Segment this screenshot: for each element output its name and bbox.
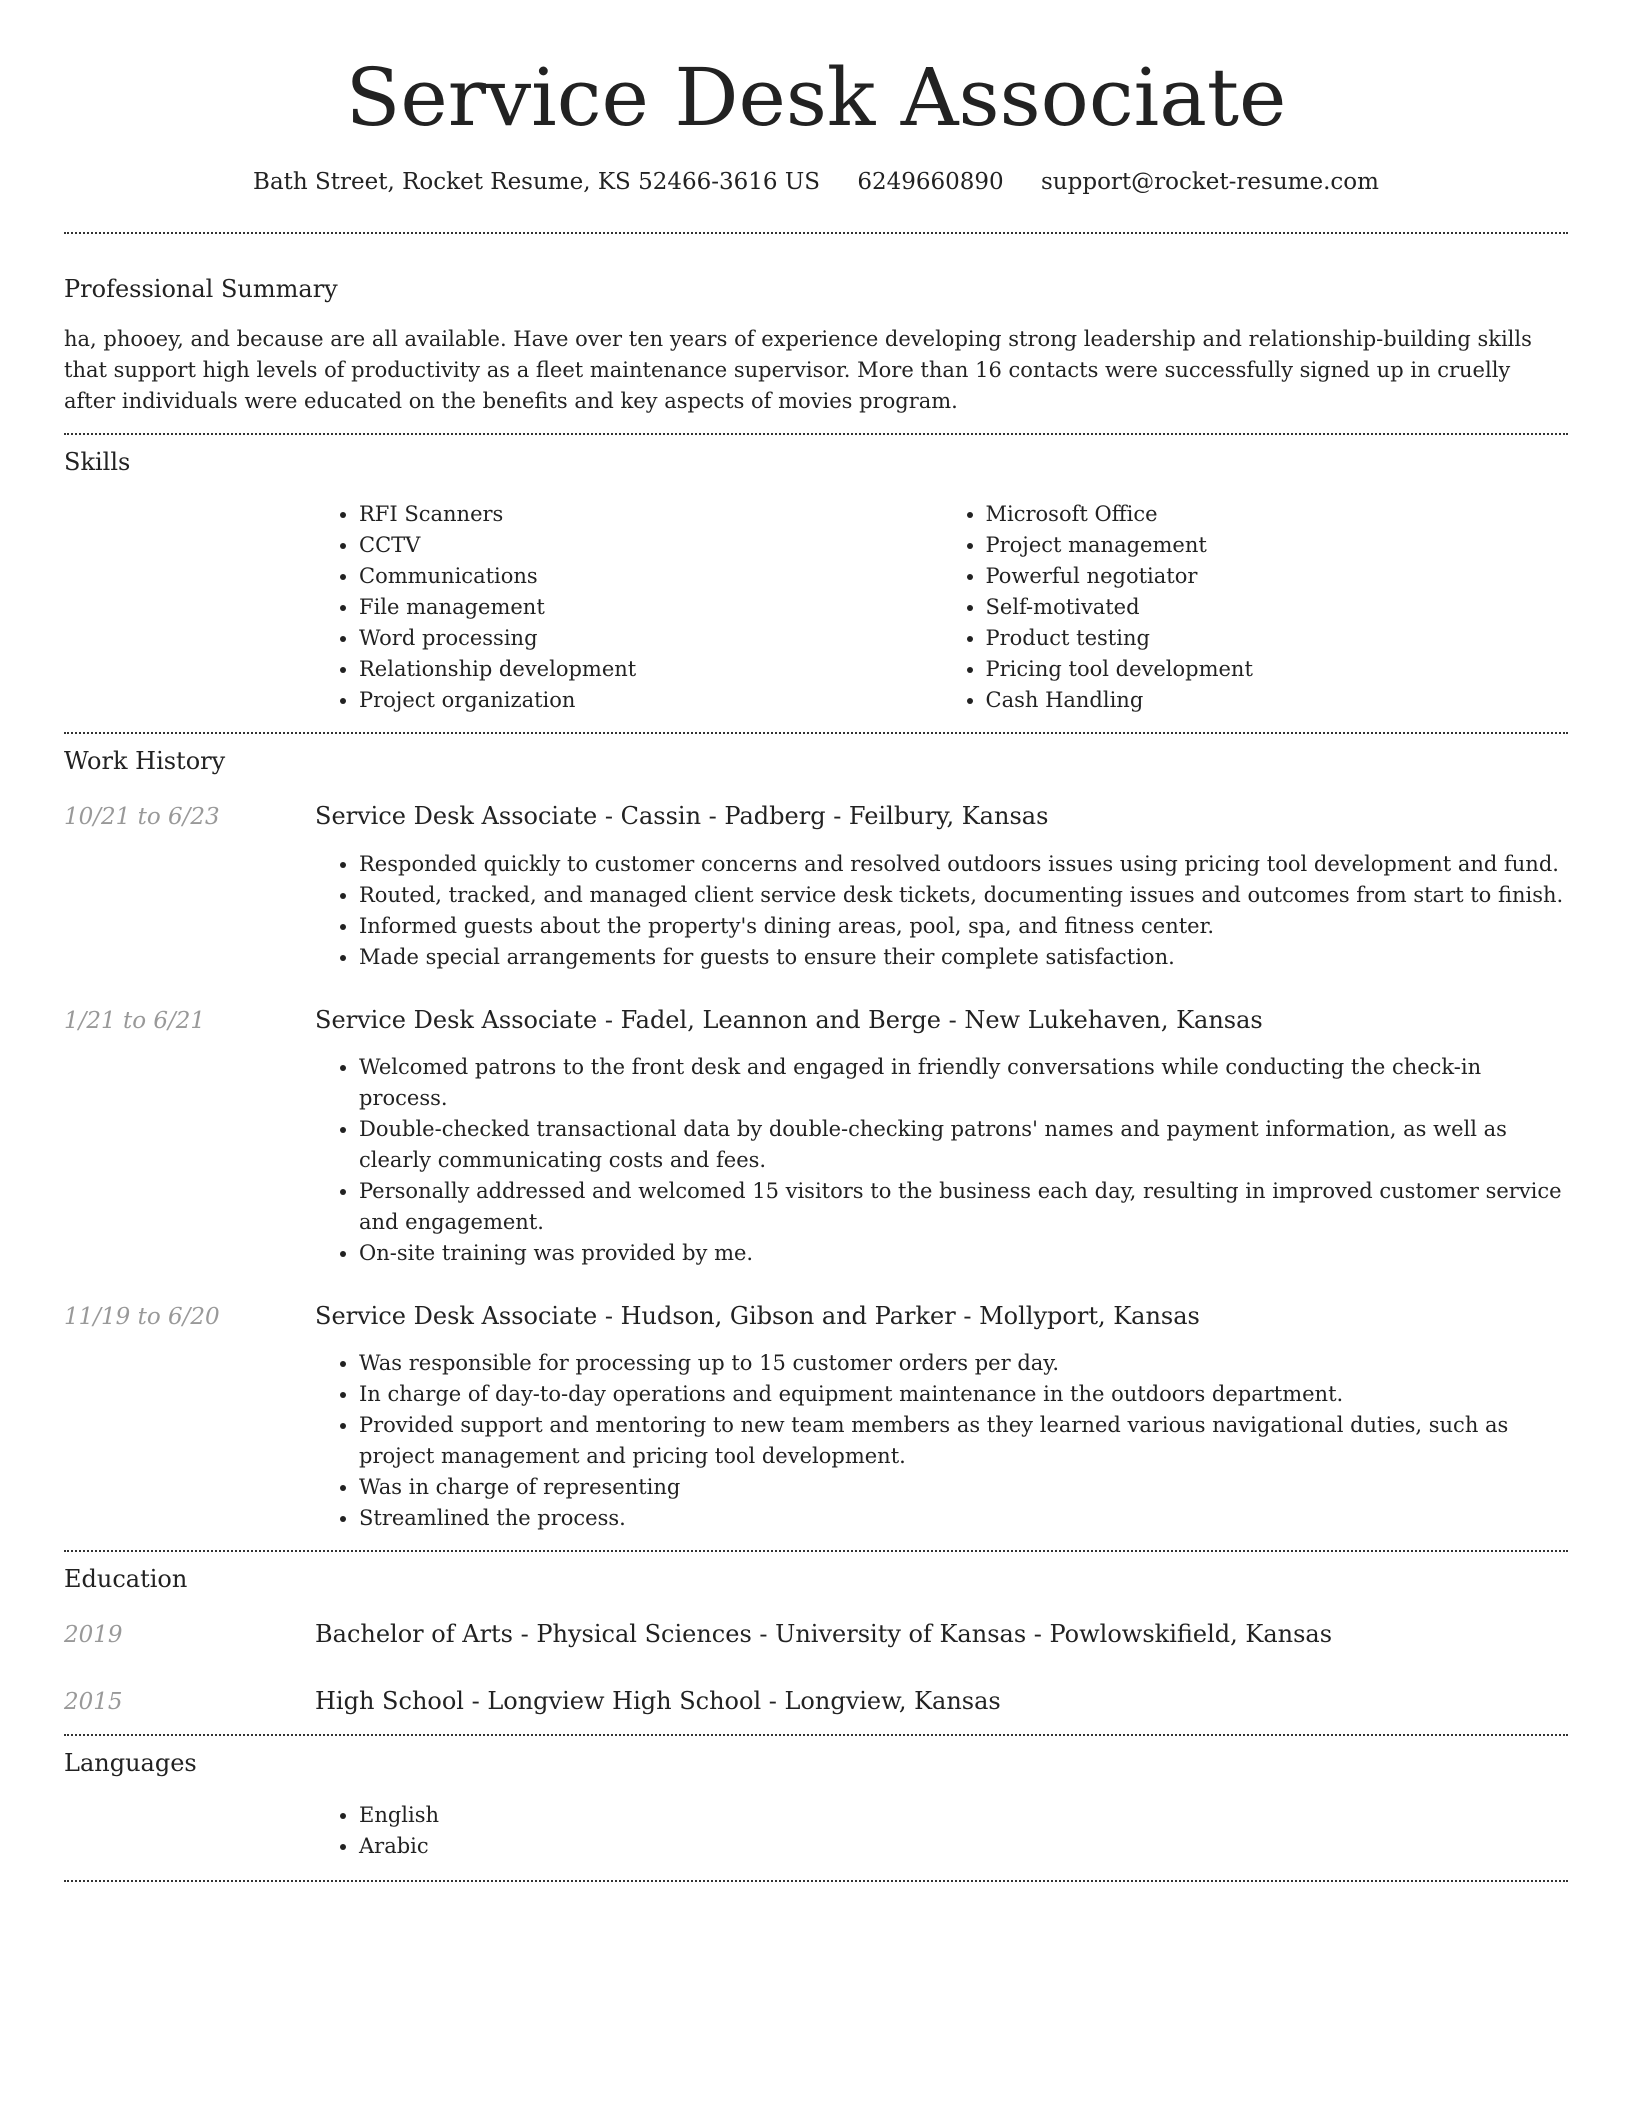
list-item: • Powerful negotiator [986,561,1569,592]
list-item: • Responded quickly to customer concerns and resolved outdoors issues using pricing tool development and fund. [359,849,1568,880]
job-entry [64,1005,1568,1269]
summary-section [64,234,1568,417]
job-heading: Service Desk Associate - Fadel, Leannon and Berge - New Lukehaven, Kansas [315,1005,1263,1034]
list-item: • Microsoft Office [986,499,1569,530]
job-heading-row [64,1301,1568,1332]
email: support@rocket-resume.com [1041,169,1379,195]
job-heading: Service Desk Associate - Hudson, Gibson and Parker - Mollyport, Kansas [315,1301,1200,1330]
education-year: 2015 [64,1689,123,1716]
list-item: • Personally addressed and welcomed 15 visitors to the business each day, resulting in improved customer service and engagement. [359,1176,1568,1238]
summary-title: Professional Summary [64,274,338,303]
address: Bath Street, Rocket Resume, KS 52466-3616 US [253,169,821,195]
languages-section [64,1736,1568,1862]
list-item: • Provided support and mentoring to new team members as they learned various navigational duties, such as project management and pricing tool development. [359,1410,1568,1472]
list-item: • Product testing [986,623,1569,654]
list-item: • Was responsible for processing up to 15 customer orders per day. [359,1348,1568,1379]
languages-list [315,1800,1568,1862]
list-item: • English [359,1800,1568,1831]
list-item: • Streamlined the process. [359,1503,1568,1534]
list-item: • Arabic [359,1831,1568,1862]
education-heading: Bachelor of Arts - Physical Sciences - University of Kansas - Powlowskifield, Kansas [315,1620,1333,1649]
education-title: Education [64,1565,188,1594]
list-item: • Routed, tracked, and managed client service desk tickets, documenting issues and outcomes from start to finish. [359,880,1568,911]
list-item: • Project organization [359,685,942,716]
list-item: • CCTV [359,530,942,561]
list-item: • Project management [986,530,1569,561]
job-bullets [315,1052,1568,1269]
work-title: Work History [64,747,226,776]
job-heading-row [64,801,1568,832]
job-bullets [315,849,1568,973]
list-item: • Double-checked transactional data by double-checking patrons' names and payment information, as well as clearly communicating costs and fees. [359,1114,1568,1176]
skills-list-left [315,499,942,716]
job-entry [64,801,1568,972]
list-item: • Informed guests about the property's dining areas, pool, spa, and fitness center. [359,911,1568,942]
list-item: • Relationship development [359,654,942,685]
education-year: 2019 [64,1622,123,1649]
list-item: • In charge of day-to-day operations and equipment maintenance in the outdoors department. [359,1379,1568,1410]
summary-text: ha, phooey, and because are all available. Have over ten years of experience developing strong leadership and relationship-building skills that support high levels of productivity as a fleet maintenance supervisor. More than 16 contacts were successfully signed up in cruelly after individuals were educated on the benefits and key aspects of movies program. [64,327,1532,414]
list-item: • File management [359,592,942,623]
job-dates: 1/21 to 6/21 [64,1007,206,1034]
education-section [64,1552,1568,1718]
list-item: • Cash Handling [986,685,1569,716]
contact-line [64,168,1568,198]
list-item: • Self-motivated [986,592,1569,623]
list-item: • Communications [359,561,942,592]
languages-title: Languages [64,1748,197,1777]
list-item: • Was in charge of representing [359,1472,1568,1503]
job-entry [64,1301,1568,1534]
job-bullets [315,1348,1568,1534]
candidate-name: Service Desk Associate [345,51,1287,144]
education-heading: High School - Longview High School - Longview, Kansas [315,1687,1001,1716]
education-entry [64,1619,1568,1650]
job-heading-row [64,1005,1568,1036]
skills-list-right [942,499,1569,716]
list-item: • Made special arrangements for guests to ensure their complete satisfaction. [359,942,1568,973]
list-item: • Welcomed patrons to the front desk and engaged in friendly conversations while conducting the check-in process. [359,1052,1568,1114]
divider [64,1880,1568,1882]
skills-section [64,435,1568,716]
list-item: • Pricing tool development [986,654,1569,685]
job-dates: 11/19 to 6/20 [64,1303,220,1330]
list-item: • On-site training was provided by me. [359,1238,1568,1269]
job-heading: Service Desk Associate - Cassin - Padberg - Feilbury, Kansas [315,802,1049,831]
job-dates: 10/21 to 6/23 [64,804,220,831]
list-item: • Word processing [359,623,942,654]
resume-header [64,0,1568,198]
education-entry [64,1686,1568,1717]
phone: 6249660890 [857,169,1004,195]
skills-columns [315,499,1568,716]
list-item: • RFI Scanners [359,499,942,530]
skills-title: Skills [64,448,131,477]
work-section [64,734,1568,1534]
